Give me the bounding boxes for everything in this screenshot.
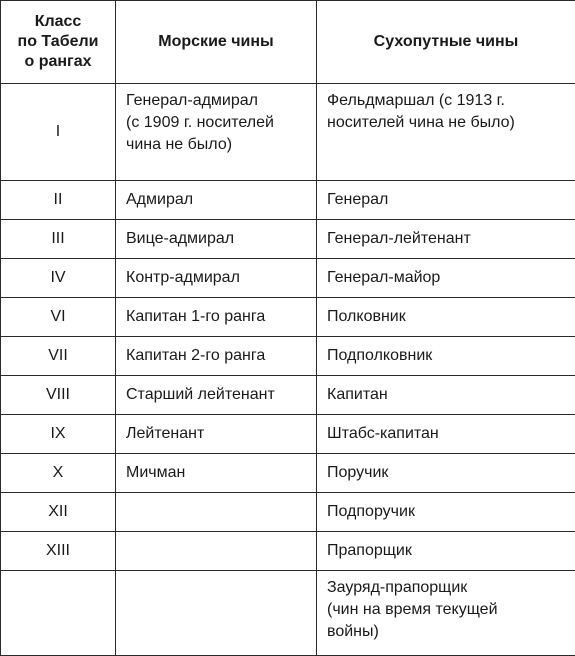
table-row: [1, 376, 575, 415]
class-cell: XIII: [1, 532, 116, 571]
table-row: [1, 454, 575, 493]
table-row: [1, 337, 575, 376]
class-header-line: Класс: [3, 12, 113, 32]
army-rank-cell: Прапорщик: [317, 532, 575, 571]
army-rank-cell: Подпоручик: [317, 493, 575, 532]
table-row: [1, 493, 575, 532]
naval-rank-cell: Лейтенант: [116, 415, 317, 454]
table-row: [1, 259, 575, 298]
naval-rank-cell: [116, 493, 317, 532]
naval-rank-cell: [116, 571, 317, 656]
naval-rank-cell: Капитан 1-го ранга: [116, 298, 317, 337]
naval-rank-cell: [116, 84, 317, 181]
naval-rank-cell: Контр-адмирал: [116, 259, 317, 298]
naval-rank-cell: Капитан 2-го ранга: [116, 337, 317, 376]
naval-rank-line: Генерал-адмирал: [126, 90, 306, 112]
army-rank-line: носителей чина не было): [327, 112, 565, 134]
army-rank-cell: Штабс-капитан: [317, 415, 575, 454]
table-row: [1, 415, 575, 454]
table-row: [1, 298, 575, 337]
class-cell: II: [1, 181, 116, 220]
army-rank-cell: Генерал: [317, 181, 575, 220]
army-rank-line: (чин на время текущей: [327, 599, 565, 621]
army-rank-cell: [317, 571, 575, 656]
army-rank-line: Фельдмаршал (с 1913 г.: [327, 90, 565, 112]
naval-rank-line: (с 1909 г. носителей: [126, 112, 306, 134]
class-cell: XII: [1, 493, 116, 532]
class-cell: X: [1, 454, 116, 493]
class-cell: VII: [1, 337, 116, 376]
army-rank-cell: Подполковник: [317, 337, 575, 376]
table-row: [1, 84, 575, 181]
army-rank-cell: Поручик: [317, 454, 575, 493]
army-rank-line: Зауряд-прапорщик: [327, 577, 565, 599]
table-row: [1, 571, 575, 656]
class-cell: [1, 571, 116, 656]
class-cell: IV: [1, 259, 116, 298]
army-rank-line: войны): [327, 621, 565, 643]
column-header-class: [1, 1, 116, 84]
class-cell: I: [1, 84, 116, 181]
army-rank-cell: Полковник: [317, 298, 575, 337]
army-rank-cell: Капитан: [317, 376, 575, 415]
army-rank-cell: [317, 84, 575, 181]
table-row: [1, 532, 575, 571]
class-cell: IX: [1, 415, 116, 454]
class-header-line: по Табели: [3, 32, 113, 52]
naval-rank-cell: Адмирал: [116, 181, 317, 220]
column-header-army: Сухопутные чины: [317, 1, 575, 84]
army-rank-cell: Генерал-майор: [317, 259, 575, 298]
class-header-line: о рангах: [3, 52, 113, 72]
table-row: [1, 181, 575, 220]
naval-rank-cell: Вице-адмирал: [116, 220, 317, 259]
naval-rank-cell: Мичман: [116, 454, 317, 493]
naval-rank-cell: Старший лейтенант: [116, 376, 317, 415]
class-cell: VIII: [1, 376, 116, 415]
table-row: [1, 220, 575, 259]
table-header: [1, 1, 575, 84]
column-header-naval: Морские чины: [116, 1, 317, 84]
table-body: [1, 84, 575, 656]
header-row: [1, 1, 575, 84]
naval-rank-cell: [116, 532, 317, 571]
class-cell: VI: [1, 298, 116, 337]
army-rank-cell: Генерал-лейтенант: [317, 220, 575, 259]
naval-rank-line: чина не было): [126, 134, 306, 156]
class-cell: III: [1, 220, 116, 259]
